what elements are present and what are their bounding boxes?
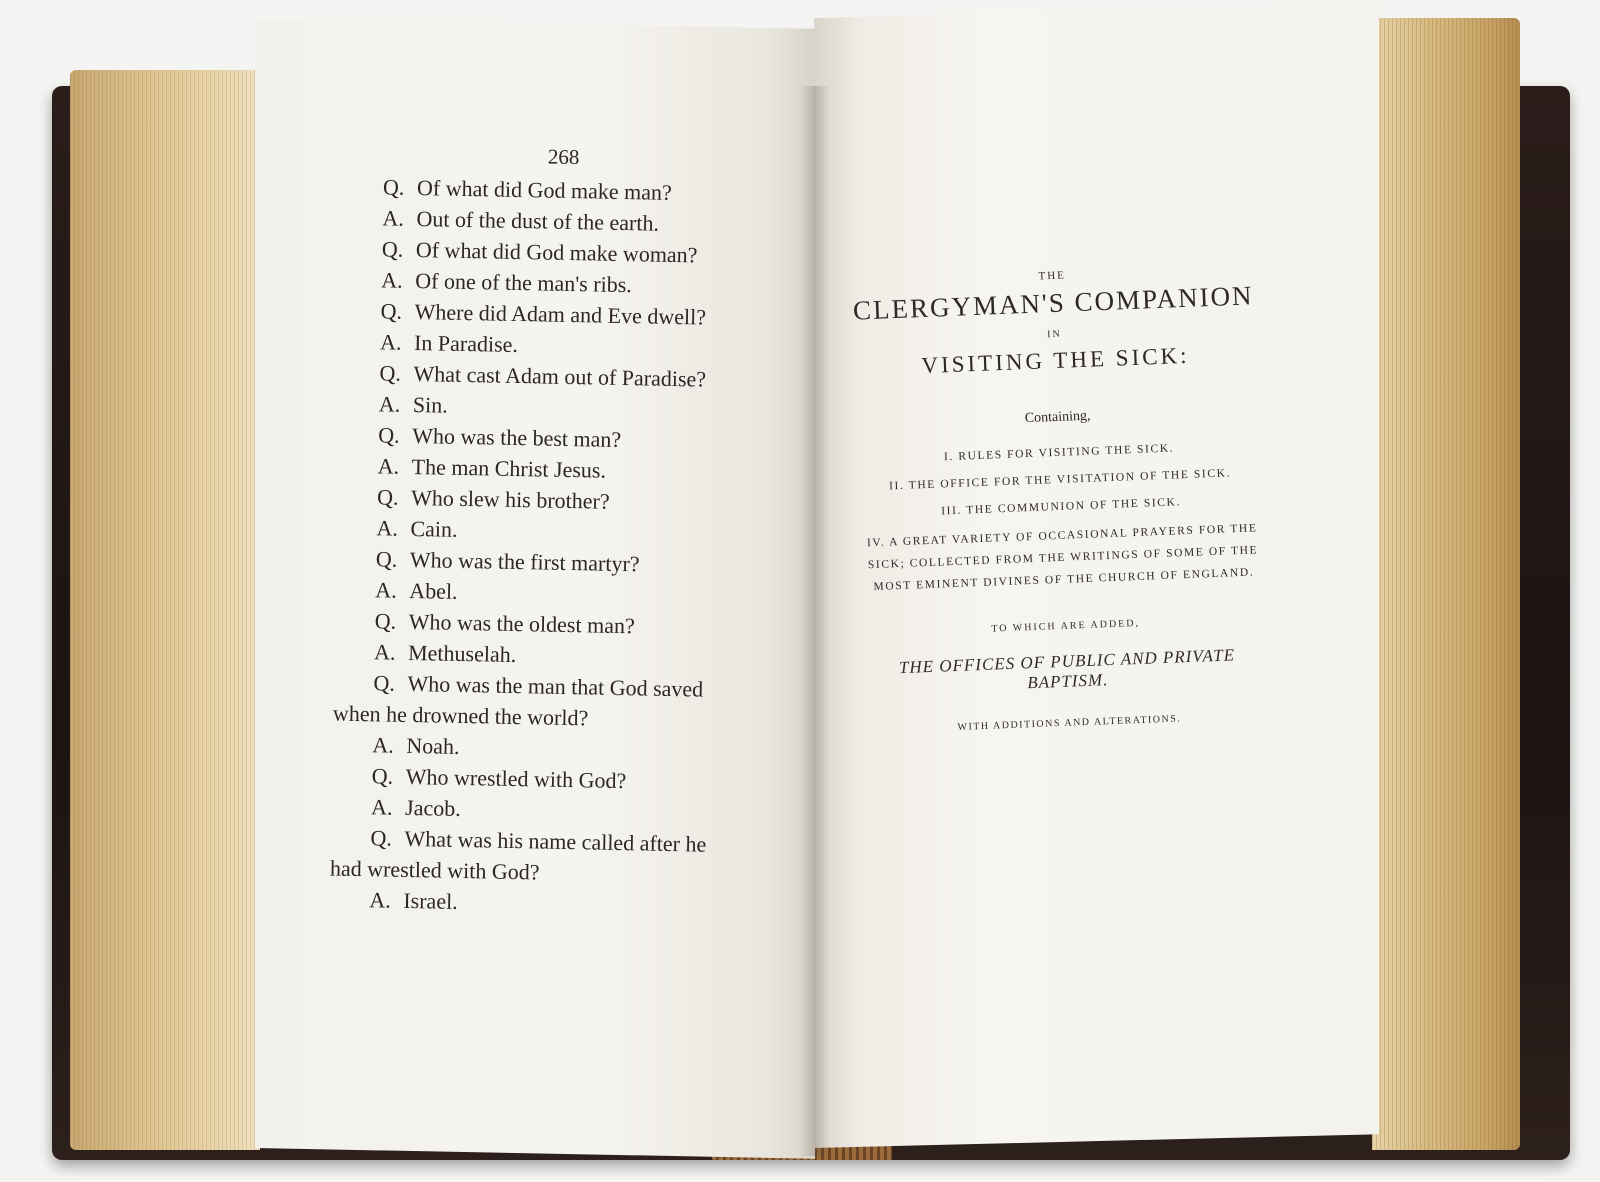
- line-tag: A.: [377, 453, 400, 479]
- catechism-list: [329, 171, 783, 923]
- line-text: Israel.: [403, 887, 458, 914]
- line-text: when he drowned the world?: [332, 700, 589, 731]
- line-text: Who was the oldest man?: [408, 608, 635, 639]
- line-text: Who was the first martyr?: [409, 546, 640, 577]
- contents-item-2: II. THE OFFICE FOR THE VISITATION OF THE SICK.: [888, 467, 1232, 493]
- line-tag: A.: [382, 205, 405, 231]
- line-text: Jacob.: [404, 794, 461, 821]
- contents-item-3: III. THE COMMUNION OF THE SICK.: [941, 496, 1182, 518]
- line-text: What was his name called after he: [404, 825, 707, 857]
- line-tag: Q.: [380, 298, 403, 324]
- contents-item-4: IV. A GREAT VARIETY OF OCCASIONAL PRAYERS FOR THE SICK; COLLECTED FROM THE WRITINGS OF SOME OF THE MOST EMINENT DIVINES OF THE CHURCH OF ENGLAND.: [866, 522, 1259, 594]
- line-tag: Q.: [370, 825, 393, 851]
- line-tag: Q.: [381, 236, 404, 262]
- offices-line: THE OFFICES OF PUBLIC AND PRIVATE BAPTISM.: [898, 645, 1236, 693]
- title-in: IN: [1046, 328, 1062, 341]
- left-page-text: [329, 138, 784, 923]
- line-text: Where did Adam and Eve dwell?: [414, 299, 707, 330]
- line-tag: A.: [370, 794, 393, 820]
- line-tag: Q.: [382, 174, 405, 200]
- title-the: THE: [1038, 269, 1067, 283]
- line-text: The man Christ Jesus.: [411, 453, 607, 483]
- line-text: Who was the man that God saved: [407, 670, 704, 702]
- line-tag: Q.: [379, 360, 402, 386]
- line-tag: A.: [369, 887, 392, 913]
- line-tag: Q.: [378, 422, 400, 448]
- title-subtitle: VISITING THE SICK:: [920, 342, 1190, 379]
- containing-label: Containing,: [1024, 408, 1091, 427]
- line-text: Noah.: [406, 732, 460, 759]
- line-tag: A.: [376, 515, 399, 541]
- contents-item-1: I. RULES FOR VISITING THE SICK.: [943, 442, 1175, 464]
- line-tag: A.: [372, 732, 394, 758]
- line-text: had wrestled with God?: [329, 855, 540, 885]
- title-main: CLERGYMAN'S COMPANION: [852, 280, 1255, 326]
- line-tag: Q.: [375, 546, 398, 572]
- line-tag: Q.: [374, 608, 397, 634]
- line-text: Abel.: [409, 577, 458, 604]
- line-text: Of one of the man's ribs.: [415, 268, 633, 298]
- line-tag: A.: [373, 639, 396, 665]
- additions-line: WITH ADDITIONS AND ALTERATIONS.: [957, 713, 1182, 733]
- right-page-edges: [1372, 18, 1520, 1150]
- book-gutter: [800, 86, 830, 1156]
- line-tag: Q.: [376, 484, 399, 510]
- line-text: What cast Adam out of Paradise?: [413, 360, 707, 392]
- line-text: Who was the best man?: [412, 422, 622, 452]
- line-tag: A.: [381, 267, 403, 293]
- line-text: In Paradise.: [413, 330, 519, 357]
- line-text: Of what did God make man?: [416, 175, 673, 205]
- title-page-text: [842, 262, 1279, 737]
- left-page-edges: [70, 70, 260, 1150]
- line-text: Of what did God make woman?: [415, 237, 698, 268]
- line-tag: A.: [378, 391, 401, 417]
- line-text: Methuselah.: [407, 639, 517, 668]
- line-text: Cain.: [410, 515, 458, 542]
- line-text: Who wrestled with God?: [405, 763, 627, 794]
- line-tag: A.: [375, 577, 397, 603]
- to-which-added: TO WHICH ARE ADDED,: [991, 617, 1141, 635]
- line-tag: A.: [379, 329, 402, 355]
- line-text: Who slew his brother?: [410, 484, 610, 514]
- page-number: 268: [547, 144, 580, 170]
- line-tag: Q.: [371, 763, 394, 789]
- line-tag: Q.: [373, 670, 396, 696]
- line-text: Sin.: [412, 391, 448, 418]
- line-text: Out of the dust of the earth.: [416, 206, 660, 236]
